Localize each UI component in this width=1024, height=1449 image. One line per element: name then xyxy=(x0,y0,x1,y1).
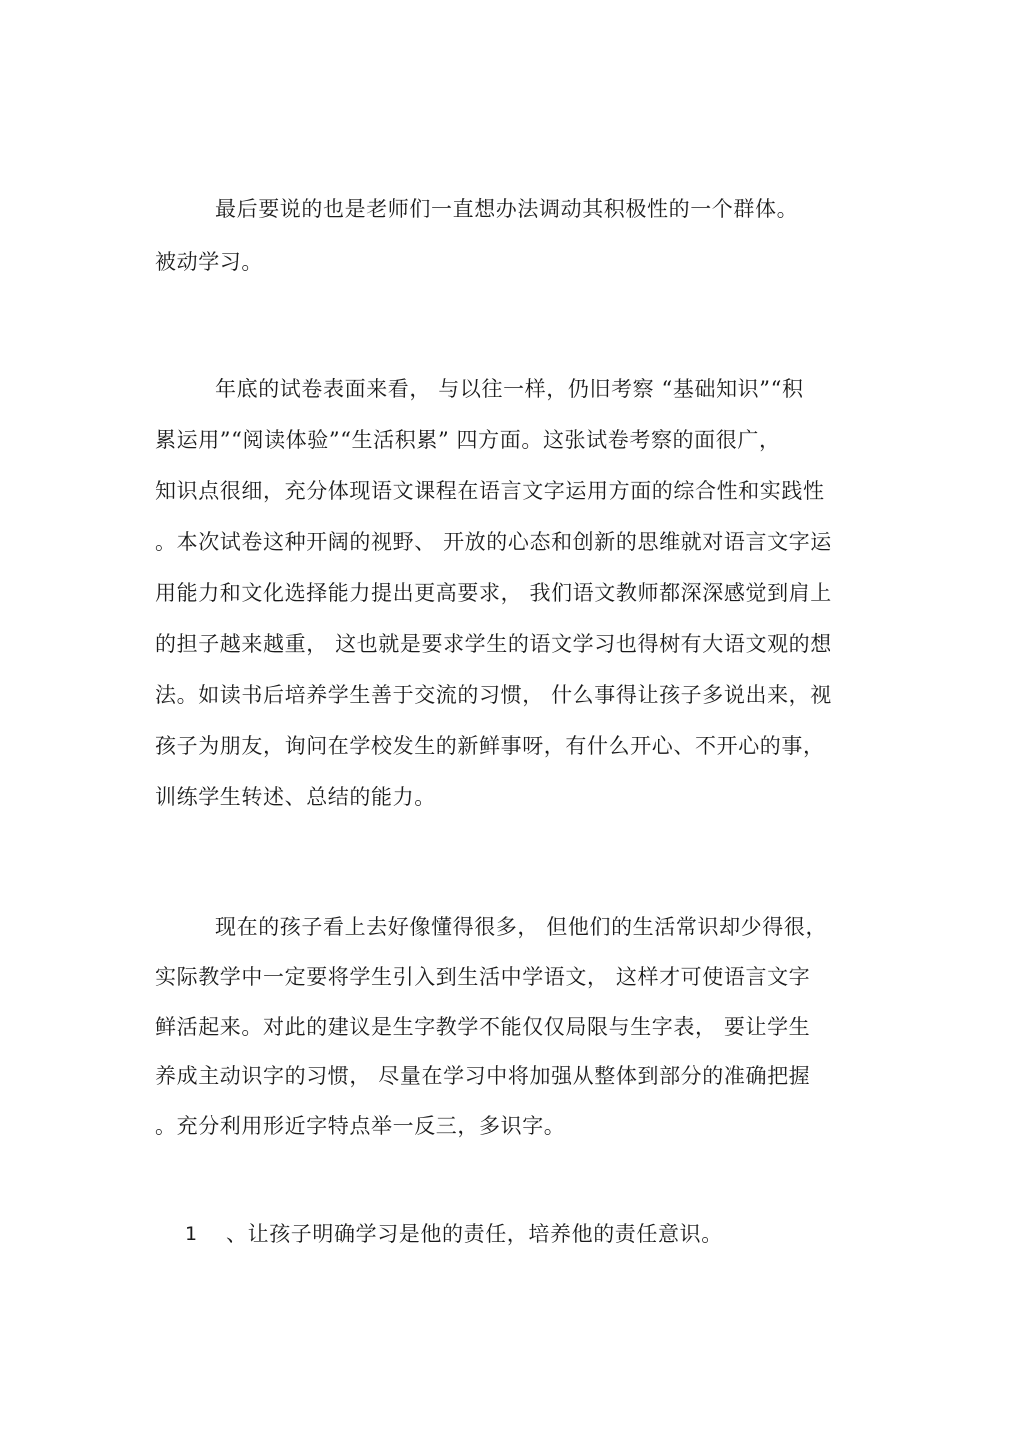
paragraph-2-line-1: 年底的试卷表面来看， 与以往一样，仍旧考察 “基础知识”“积 xyxy=(215,377,804,401)
paragraph-3-line-5: 。充分利用形近字特点举一反三，多识字。 xyxy=(155,1114,566,1138)
paragraph-2-line-9: 训练学生转述、总结的能力。 xyxy=(155,785,436,809)
paragraph-1-line-1: 最后要说的也是老师们一直想办法调动其积极性的一个群体。 xyxy=(215,197,799,221)
paragraph-3-line-2: 实际教学中一定要将学生引入到生活中学语文， 这样才可使语言文字 xyxy=(155,965,811,989)
paragraph-3-line-3: 鲜活起来。对此的建议是生字教学不能仅仅局限与生字表， 要让学生 xyxy=(155,1015,811,1039)
paragraph-2-line-8: 孩子为朋友，询问在学校发生的新鲜事呀，有什么开心、不开心的事， xyxy=(155,734,825,758)
list-item-number: 1 xyxy=(185,1223,198,1245)
paragraph-2-line-5: 用能力和文化选择能力提出更高要求， 我们语文教师都深深感觉到肩上 xyxy=(155,581,832,605)
paragraph-2-line-6: 的担子越来越重， 这也就是要求学生的语文学习也得树有大语文观的想 xyxy=(155,632,832,656)
paragraph-2-line-4: 。本次试卷这种开阔的视野、 开放的心态和创新的思维就对语言文字运 xyxy=(155,530,832,554)
list-item-text: 、让孩子明确学习是他的责任，培养他的责任意识。 xyxy=(226,1222,723,1246)
paragraph-3-line-4: 养成主动识字的习惯， 尽量在学习中将加强从整体到部分的准确把握 xyxy=(155,1064,811,1088)
paragraph-2-line-2: 累运用”“阅读体验”“生活积累” 四方面。这张试卷考察的面很广， xyxy=(155,428,781,452)
paragraph-2-line-7: 法。如读书后培养学生善于交流的习惯， 什么事得让孩子多说出来，视 xyxy=(155,683,832,707)
paragraph-1-line-2: 被动学习。 xyxy=(155,250,263,274)
paragraph-2-line-3: 知识点很细，充分体现语文课程在语言文字运用方面的综合性和实践性 xyxy=(155,479,825,503)
paragraph-3-line-1: 现在的孩子看上去好像懂得很多， 但他们的生活常识却少得很， xyxy=(215,915,828,939)
